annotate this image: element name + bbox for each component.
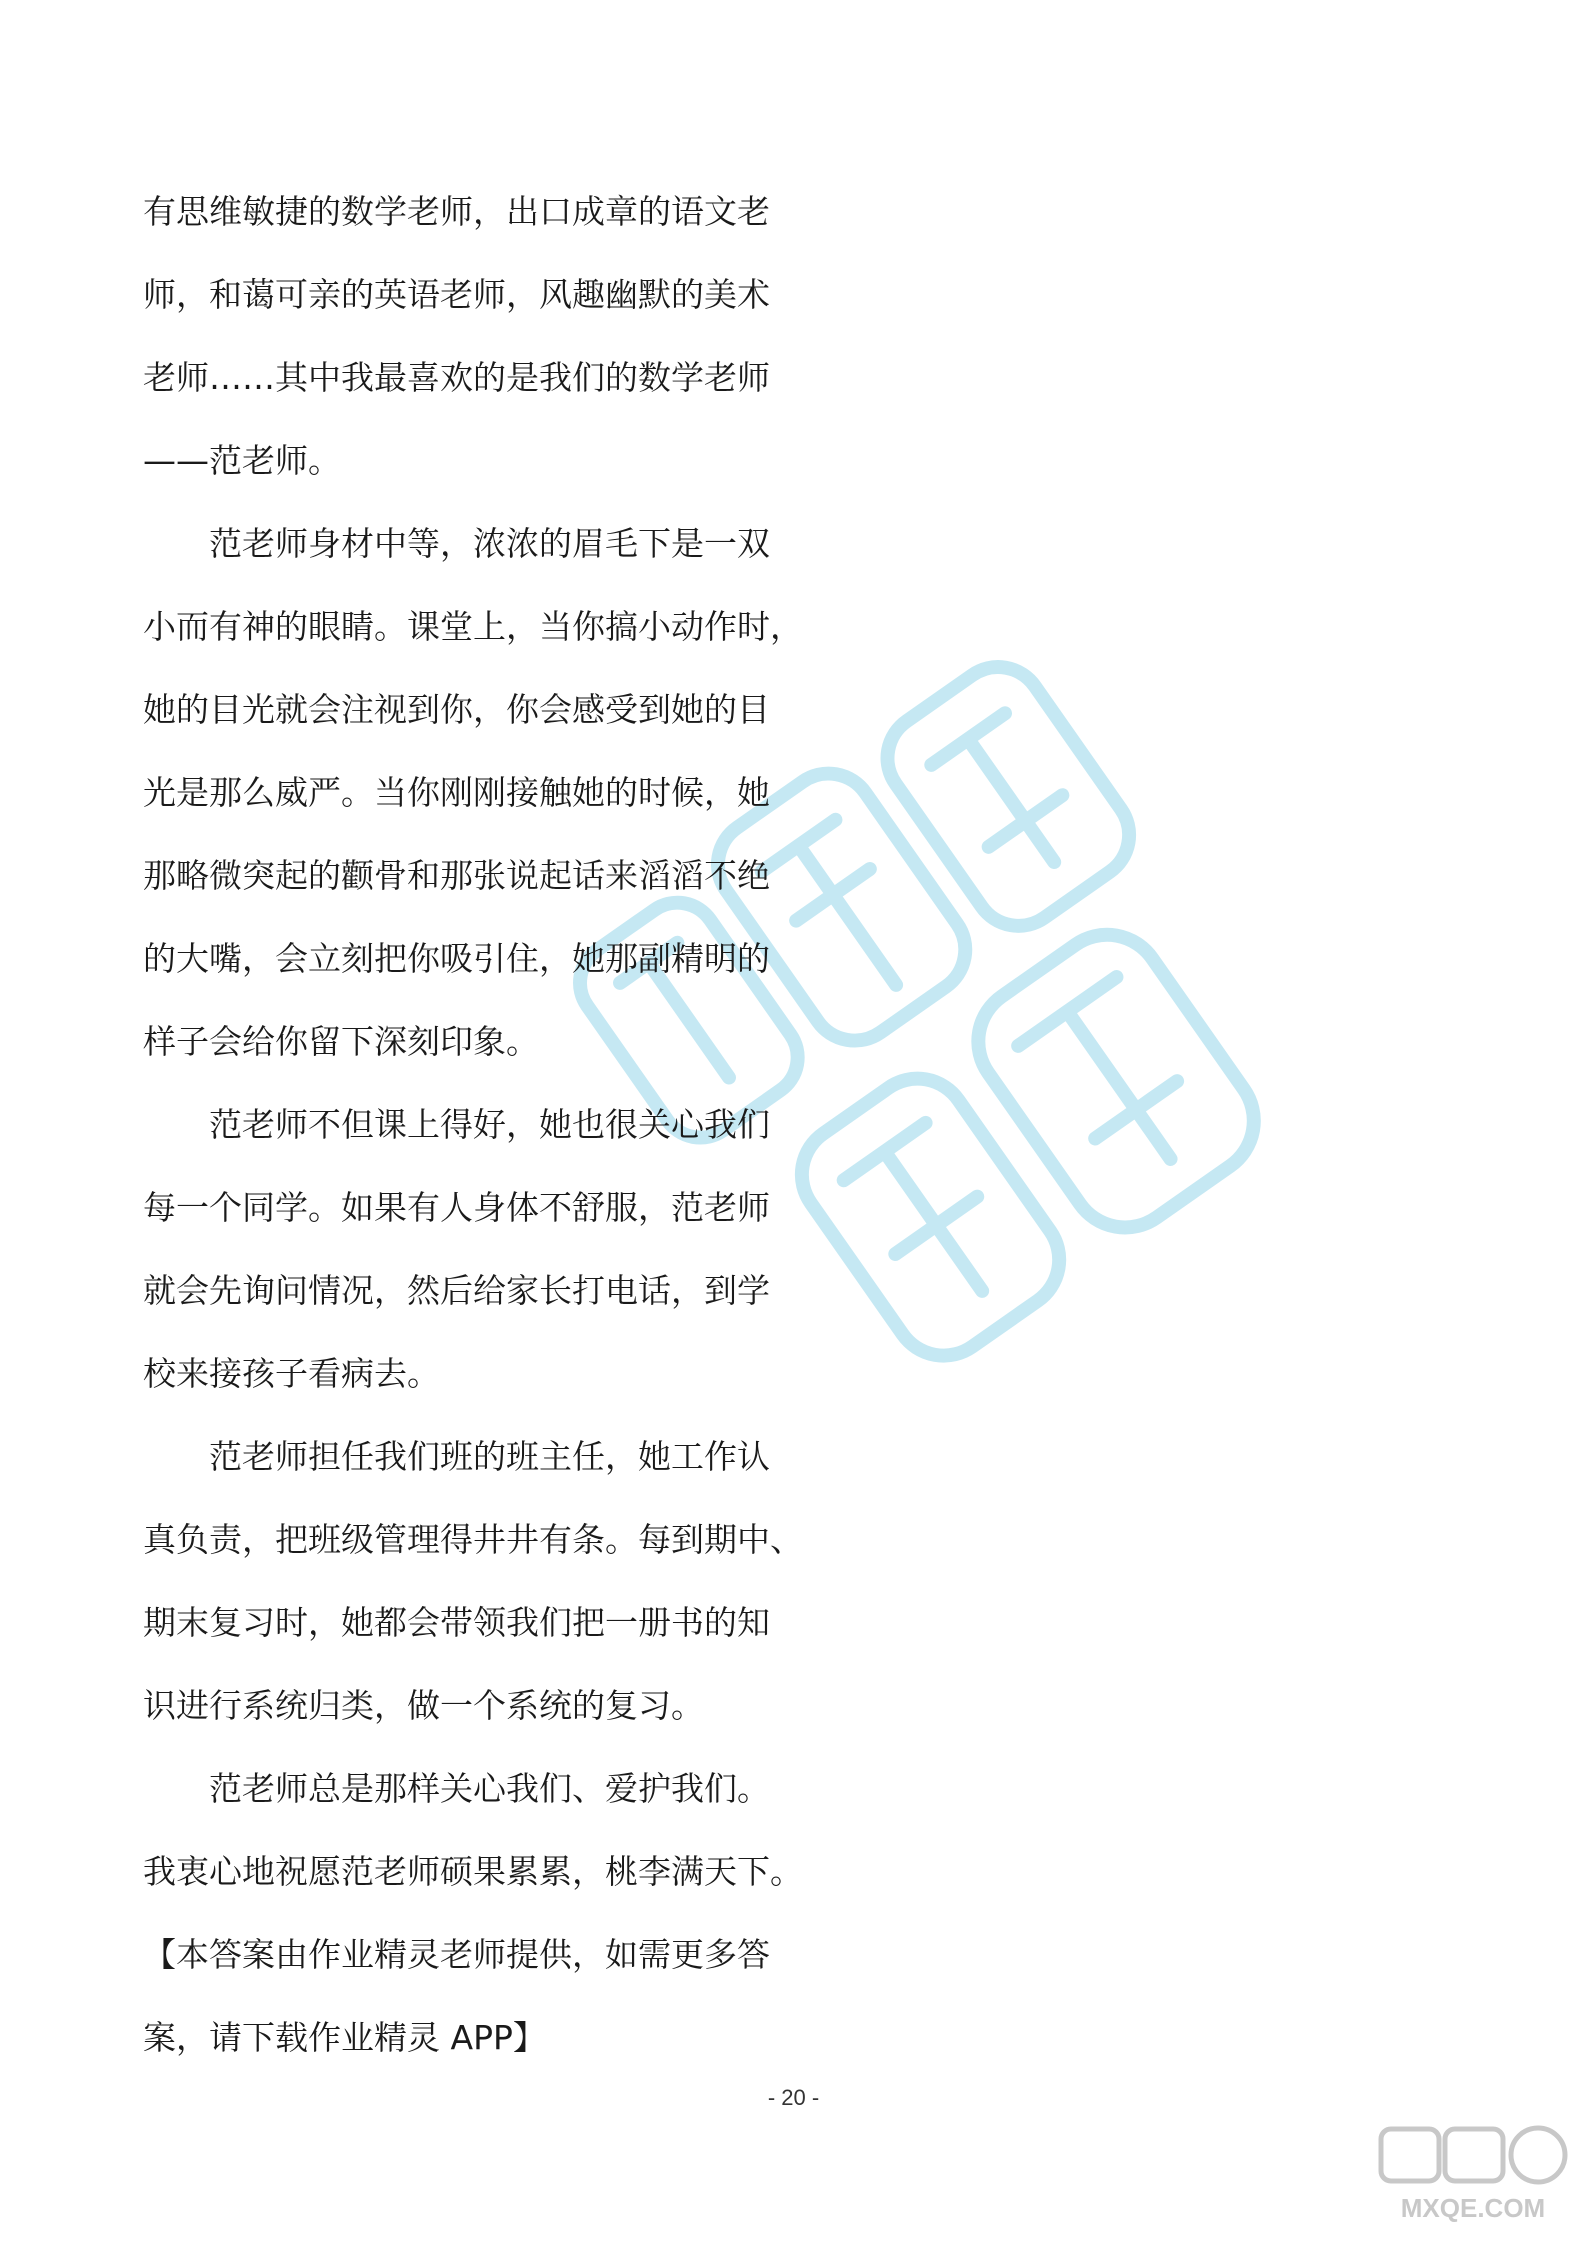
article-body: [143, 170, 803, 2079]
text-line: 期末复习时，她都会带领我们把一册书的知: [143, 1603, 770, 1642]
text-line: 每一个同学。如果有人身体不舒服，范老师: [143, 1188, 770, 1227]
svg-text:MXQE.COM: MXQE.COM: [1400, 2193, 1546, 2223]
text-line: 师，和蔼可亲的英语老师，风趣幽默的美术: [143, 275, 770, 314]
text-line: 识进行系统归类，做一个系统的复习。: [143, 1686, 704, 1725]
page-number: - 20 -: [767, 2085, 820, 2110]
text-line: 那略微突起的颧骨和那张说起话来滔滔不绝: [143, 856, 770, 895]
text-line: 校来接孩子看病去。: [143, 1354, 440, 1393]
site-logo-icon: [1373, 2121, 1573, 2231]
text-line: 光是那么威严。当你刚刚接触她的时候，她: [143, 773, 770, 812]
text-line: 小而有神的眼睛。课堂上，当你搞小动作时，: [143, 607, 803, 646]
text-line: 有思维敏捷的数学老师，出口成章的语文老: [143, 192, 770, 231]
text-line: 范老师担任我们班的班主任，她工作认: [209, 1437, 770, 1476]
text-line: 样子会给你留下深刻印象。: [143, 1022, 539, 1061]
text-line: 就会先询问情况，然后给家长打电话，到学: [143, 1271, 770, 1310]
text-line: 范老师不但课上得好，她也很关心我们: [209, 1105, 770, 1144]
text-line: 我衷心地祝愿范老师硕果累累，桃李满天下。: [143, 1852, 803, 1891]
text-line: 真负责，把班级管理得井井有条。每到期中、: [143, 1520, 803, 1559]
text-line: 范老师总是那样关心我们、爱护我们。: [209, 1769, 770, 1808]
text-line: 的大嘴，会立刻把你吸引住，她那副精明的: [143, 939, 770, 978]
text-line: 范老师身材中等，浓浓的眉毛下是一双: [209, 524, 770, 563]
text-line: 【本答案由作业精灵老师提供，如需更多答: [143, 1935, 770, 1974]
text-line: 老师……其中我最喜欢的是我们的数学老师: [143, 358, 770, 397]
text-line: ——范老师。: [143, 441, 341, 480]
text-line: 她的目光就会注视到你，你会感受到她的目: [143, 690, 770, 729]
text-line: 案，请下载作业精灵 APP】: [143, 2018, 546, 2057]
